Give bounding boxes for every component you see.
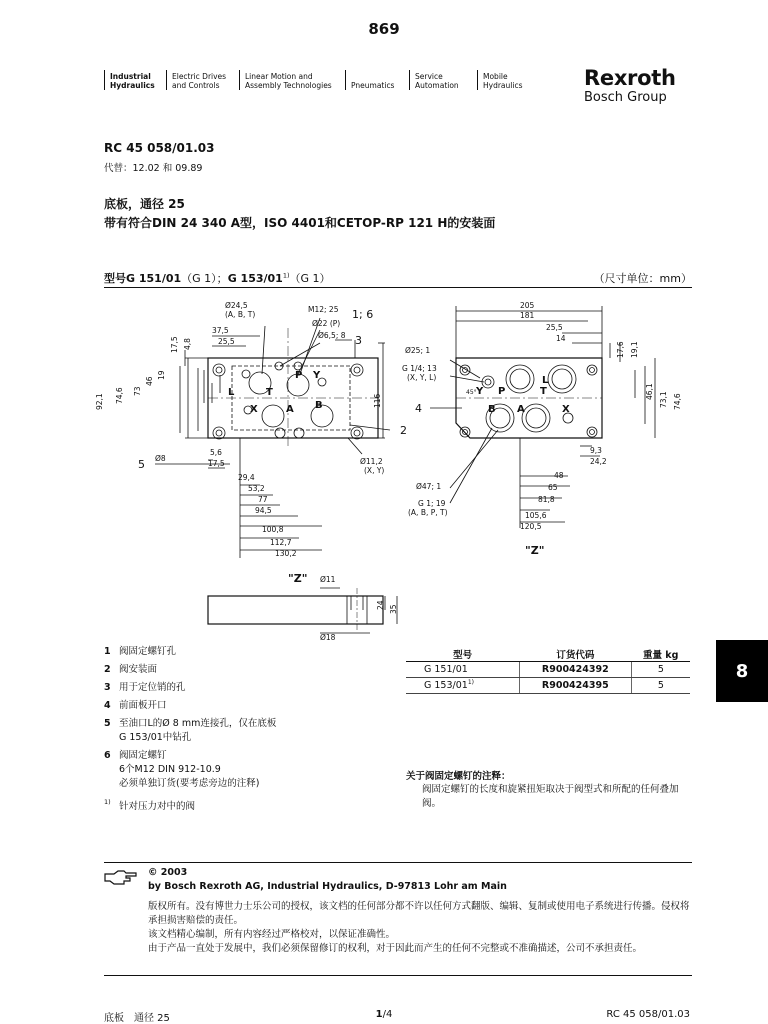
type-designation: 型号G 151/01（G 1）；G 153/01$^{1)}$（G 1） (104, 271, 331, 285)
list-item: 1 阀固定螺钉孔 (104, 646, 177, 657)
dim-d18: Ø18 (320, 633, 336, 642)
callout-4: 4 (415, 402, 422, 415)
dim-73-1: 73,1 (659, 391, 668, 408)
dim-74-6: 74,6 (115, 387, 124, 404)
table-row: G 153/01$^{1)}$ R900424395 5 (406, 678, 690, 694)
brand-logo: Rexroth (584, 66, 676, 90)
dim-94-5: 94,5 (255, 506, 272, 515)
port-x-r: X (562, 404, 570, 415)
view-z-label: "Z" (525, 544, 545, 557)
dim-53-2: 53,2 (248, 484, 265, 493)
dim-73: 73 (133, 386, 142, 396)
order-table (406, 646, 690, 694)
dim-g1-ports: (A, B, P, T) (408, 508, 448, 517)
legend-list (104, 645, 404, 795)
list-item: 4 前面板开口 (104, 700, 167, 711)
footnote: 1) 针对压力对中的阀 (104, 798, 196, 812)
dim-d11: Ø11 (320, 575, 336, 584)
dim-17-5-h: 17,5 (208, 459, 225, 468)
dim-d47: Ø47; 1 (416, 482, 442, 491)
replaces-note: 代替：12.02 和 09.89 (104, 163, 203, 174)
dim-17-5-v: 17,5 (170, 336, 179, 353)
dim-25-5-r: 25,5 (546, 323, 563, 332)
dim-14: 14 (556, 334, 566, 343)
note-title: 关于阀固定螺钉的注释： (406, 771, 511, 782)
dim-d245-ports: (A, B, T) (225, 310, 256, 319)
callout-3: 3 (355, 334, 362, 347)
list-item: 5 至油口L的Ø 8 mm连接孔，仅在底板 G 153/01中钻孔 (104, 718, 277, 743)
port-p-r: P (498, 386, 506, 397)
document-subtitle: 带有符合DIN 24 340 A型，ISO 4401和CETOP-RP 121 H的安装面 (104, 216, 496, 230)
nav-item-electric-drives[interactable]: Electric Drives and Controls (166, 70, 239, 90)
list-item: 3 用于定位销的孔 (104, 682, 186, 693)
dim-112-7: 112,7 (270, 538, 292, 547)
nav-item-industrial-hydraulics[interactable]: Industrial Hydraulics (104, 70, 166, 90)
dim-46: 46 (145, 376, 154, 386)
dim-19: 19 (157, 370, 166, 380)
technical-drawing (80, 288, 700, 643)
port-y-r: Y (476, 386, 484, 397)
dim-g1: G 1; 19 (418, 499, 446, 508)
dim-116: 116 (373, 393, 382, 408)
dim-48: 48 (554, 471, 564, 480)
dim-81-8: 81,8 (538, 495, 555, 504)
brand-subtitle: Bosch Group (584, 90, 667, 105)
callout-2: 2 (400, 424, 407, 437)
copyright-holder: by Bosch Rexroth AG, Industrial Hydraulics, D-97813 Lohr am Main (148, 881, 507, 892)
table-row: G 151/01 R900424392 5 (406, 662, 690, 678)
dim-100-8: 100,8 (262, 525, 284, 534)
port-b: B (315, 400, 323, 411)
divider (104, 975, 692, 976)
dim-g14-ports: (X, Y, L) (407, 373, 437, 382)
division-nav (104, 70, 543, 90)
dim-4-8: 4,8 (183, 338, 192, 350)
nav-item-linear-motion[interactable]: Linear Motion and Assembly Technologies (239, 70, 345, 90)
copyright-year: © 2003 (148, 867, 188, 878)
page-number: 869 (368, 20, 400, 38)
angle-45: 45° (466, 389, 477, 396)
footer-page: 1/4 (375, 1009, 393, 1020)
dim-65: 65 (548, 483, 558, 492)
port-y: Y (313, 370, 321, 381)
legal-notice: 版权所有。没有博世力士乐公司的授权，该文档的任何部分都不许以任何方式翻版、编辑、复制或使用电子系统进行传播。侵权将承担损害赔偿的责任。 该文档精心编制，所有内容经过严格校对，以保证准确性。 由于产品一直处于发展中，我们必须保留修订的权利，对于因此而产生的任何不完整或不准确描述，公司不承担责任。 (148, 901, 690, 954)
dim-120-5: 120,5 (520, 522, 542, 531)
dim-d245: Ø24,5 (225, 301, 248, 310)
document-number: RC 45 058/01.03 (104, 141, 215, 155)
dim-25-5: 25,5 (218, 337, 235, 346)
dim-77: 77 (258, 495, 268, 504)
dim-17-6: 17,6 (616, 341, 625, 358)
dim-24: 24 (376, 600, 385, 610)
top-view (155, 318, 390, 558)
dim-d8: Ø8 (155, 454, 166, 463)
nav-item-service-automation[interactable]: Service Automation (409, 70, 477, 90)
table-header: 型号 订货代码 重量 kg (406, 646, 690, 662)
dim-19-1: 19,1 (630, 341, 639, 358)
port-b-r: B (488, 404, 496, 415)
dim-g14: G 1/4; 13 (402, 364, 437, 373)
dim-92-1: 92,1 (95, 393, 104, 410)
section-z-label: "Z" (288, 572, 308, 585)
port-a: A (286, 404, 294, 415)
dim-74-6-r: 74,6 (673, 393, 682, 410)
dim-37-5: 37,5 (212, 326, 229, 335)
port-t-r: T (540, 386, 547, 397)
callout-5: 5 (138, 458, 145, 471)
port-t: T (266, 387, 273, 398)
dim-35: 35 (389, 604, 398, 614)
port-l-r: L (542, 375, 549, 386)
note-text: 阀固定螺钉的长度和旋紧扭矩取决于阀型式和所配的任何叠加阀。 (422, 784, 679, 809)
list-item: 2 阀安装面 (104, 664, 158, 675)
nav-item-mobile-hydraulics[interactable]: Mobile Hydraulics (477, 70, 543, 90)
dim-5-6: 5,6 (210, 448, 222, 457)
dim-d22: Ø22 (P) (312, 319, 341, 328)
footer-doc-number: RC 45 058/01.03 (606, 1009, 690, 1020)
section-tab: 8 (716, 640, 768, 702)
footer-title: 底板 通径 25 (104, 1013, 170, 1024)
unit-note: （尺寸单位：mm） (593, 272, 692, 285)
document-title: 底板，通径 25 (104, 197, 185, 211)
dim-d65: Ø6,5; 8 (318, 331, 346, 340)
dim-105-6: 105,6 (525, 511, 547, 520)
dim-9-3: 9,3 (590, 446, 602, 455)
section-view (208, 588, 397, 633)
dim-m12: M12; 25 (308, 305, 339, 314)
divider (104, 862, 692, 863)
port-p: P (295, 370, 303, 381)
dim-181: 181 (520, 311, 535, 320)
dim-24-2: 24,2 (590, 457, 607, 466)
dim-46-1: 46,1 (645, 383, 654, 400)
port-x: X (250, 404, 258, 415)
list-item: 6 阀固定螺钉 6个M12 DIN 912-10.9 必须单独订货(要考虑旁边的注释) (104, 750, 260, 789)
dim-d11-2: Ø11,2 (360, 457, 383, 466)
port-a-r: A (517, 404, 525, 415)
dim-130-2: 130,2 (275, 549, 297, 558)
dim-d11-2-ports: (X, Y) (364, 466, 385, 475)
nav-item-pneumatics[interactable]: Pneumatics (345, 70, 409, 90)
dim-d25: Ø25; 1 (405, 346, 431, 355)
dim-205: 205 (520, 301, 535, 310)
dim-29-4: 29,4 (238, 473, 255, 482)
port-l: L (228, 387, 235, 398)
pointing-hand-icon (104, 870, 138, 886)
callout-1-6: 1; 6 (352, 308, 374, 321)
